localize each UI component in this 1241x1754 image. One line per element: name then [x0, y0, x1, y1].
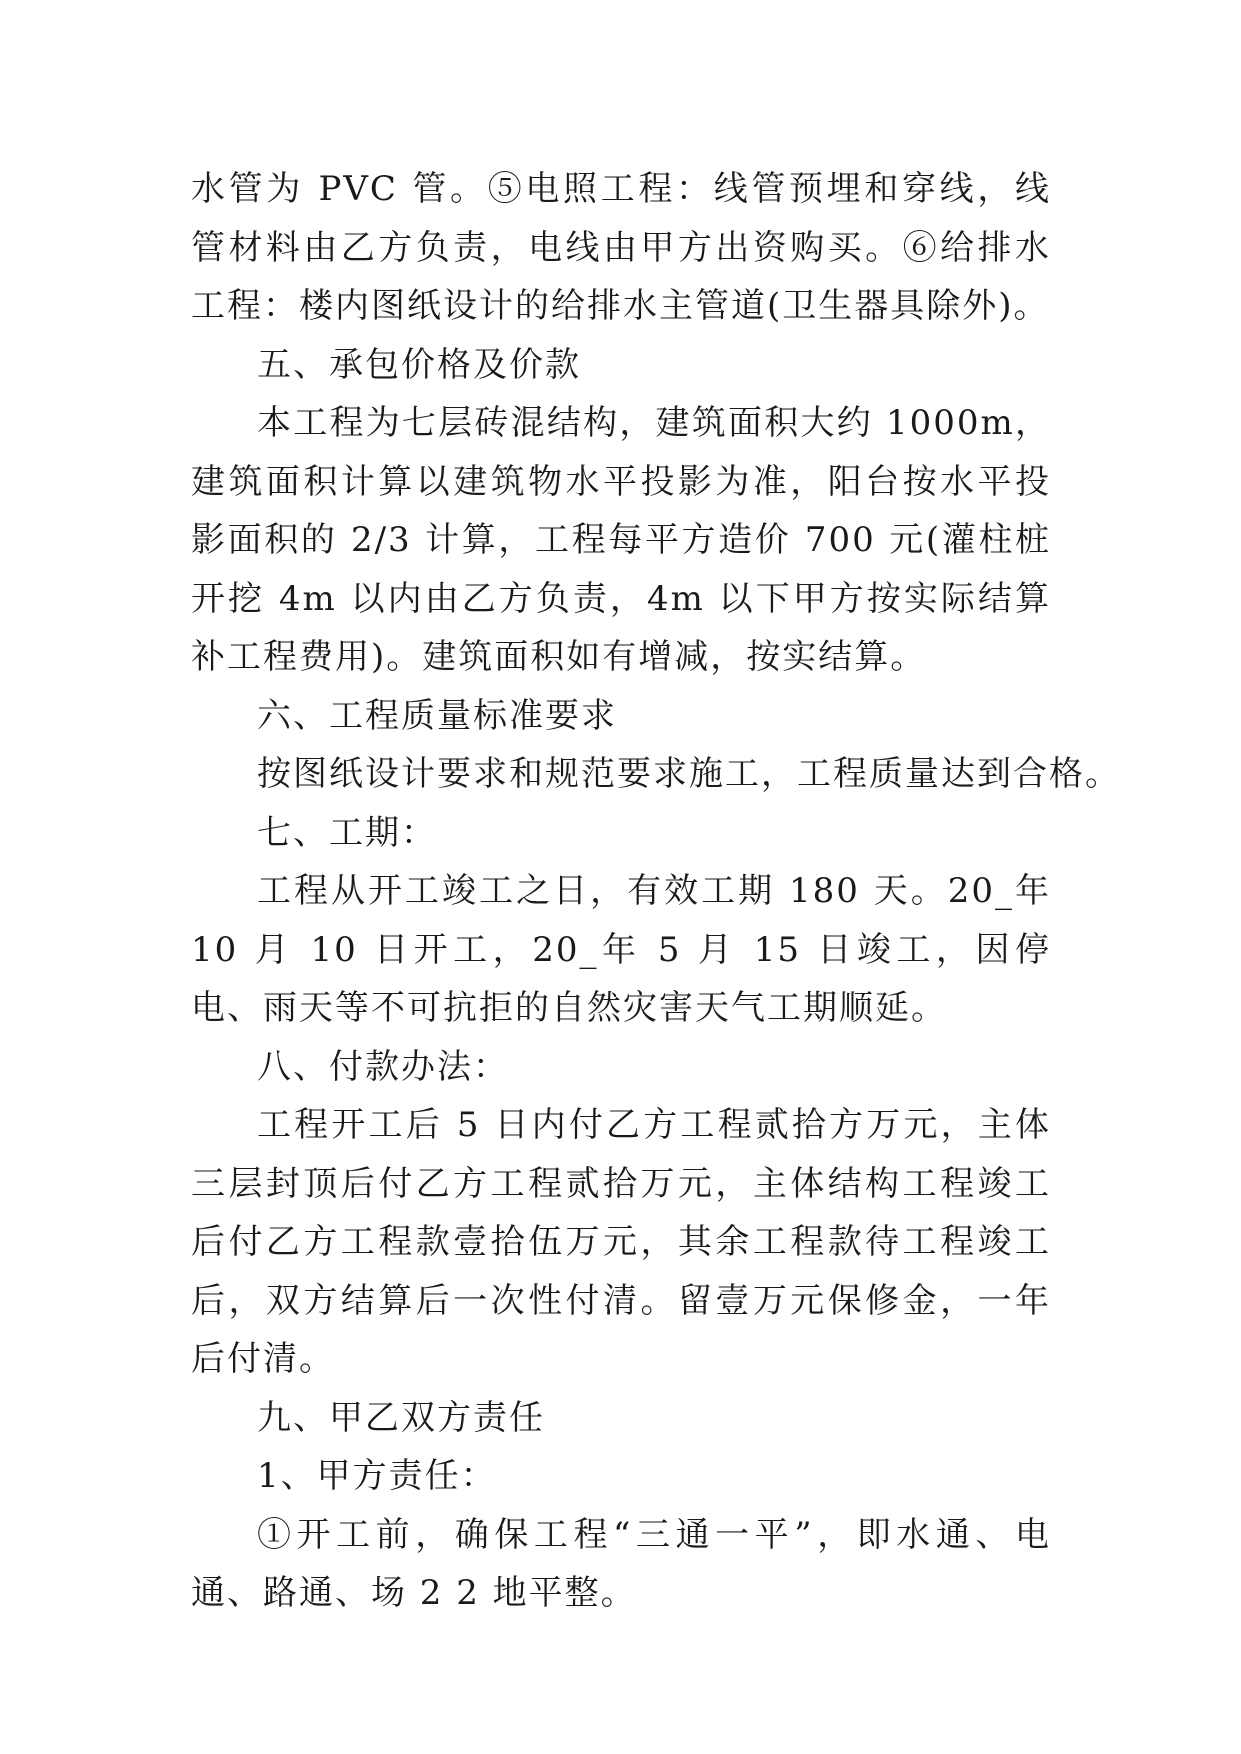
document-body [191, 160, 1121, 1623]
section-heading-quality: 六、工程质量标准要求 [257, 695, 617, 736]
paragraph-continuation: 水管为 PVC 管。⑤电照工程：线管预埋和穿线，线管材料由乙方负责，电线由甲方出资购买。⑥给排水工程：楼内图纸设计的给排水主管道(卫生器具除外)。 [191, 169, 1051, 326]
section-heading-schedule: 七、工期： [257, 812, 437, 853]
section-heading-payment: 八、付款办法： [257, 1046, 509, 1087]
paragraph-quality: 按图纸设计要求和规范要求施工，工程质量达到合格。 [257, 754, 1121, 794]
paragraph-party-a-item-1: ①开工前，确保工程“三通一平”，即水通、电通、路通、场 2 2 地平整。 [191, 1514, 1051, 1613]
paragraph-payment: 工程开工后 5 日内付乙方工程贰拾方万元，主体三层封顶后付乙方工程贰拾万元，主体结构工程竣工后付乙方工程款壹拾伍万元，其余工程款待工程竣工后，双方结算后一次性付清。留壹万元保修金，一年后付清。 [191, 1105, 1051, 1379]
paragraph-schedule: 工程从开工竣工之日，有效工期 180 天。20_年 10 月 10 日开工，20_年 5 月 15 日竣工，因停电、雨天等不可抗拒的自然灾害天气工期顺延。 [191, 871, 1051, 1028]
subheading-party-a: 1、甲方责任： [257, 1456, 497, 1496]
paragraph-price: 本工程为七层砖混结构，建筑面积大约 1000m，建筑面积计算以建筑物水平投影为准，阳台按水平投影面积的 2/3 计算，工程每平方造价 700 元(灌柱桩开挖 4m 以内由乙方负责，4m 以下甲方按实际结算补工程费用)。建筑面积如有增减，按实结算。 [191, 403, 1051, 677]
section-heading-price: 五、承包价格及价款 [257, 344, 581, 385]
section-heading-responsibilities: 九、甲乙双方责任 [257, 1397, 545, 1438]
